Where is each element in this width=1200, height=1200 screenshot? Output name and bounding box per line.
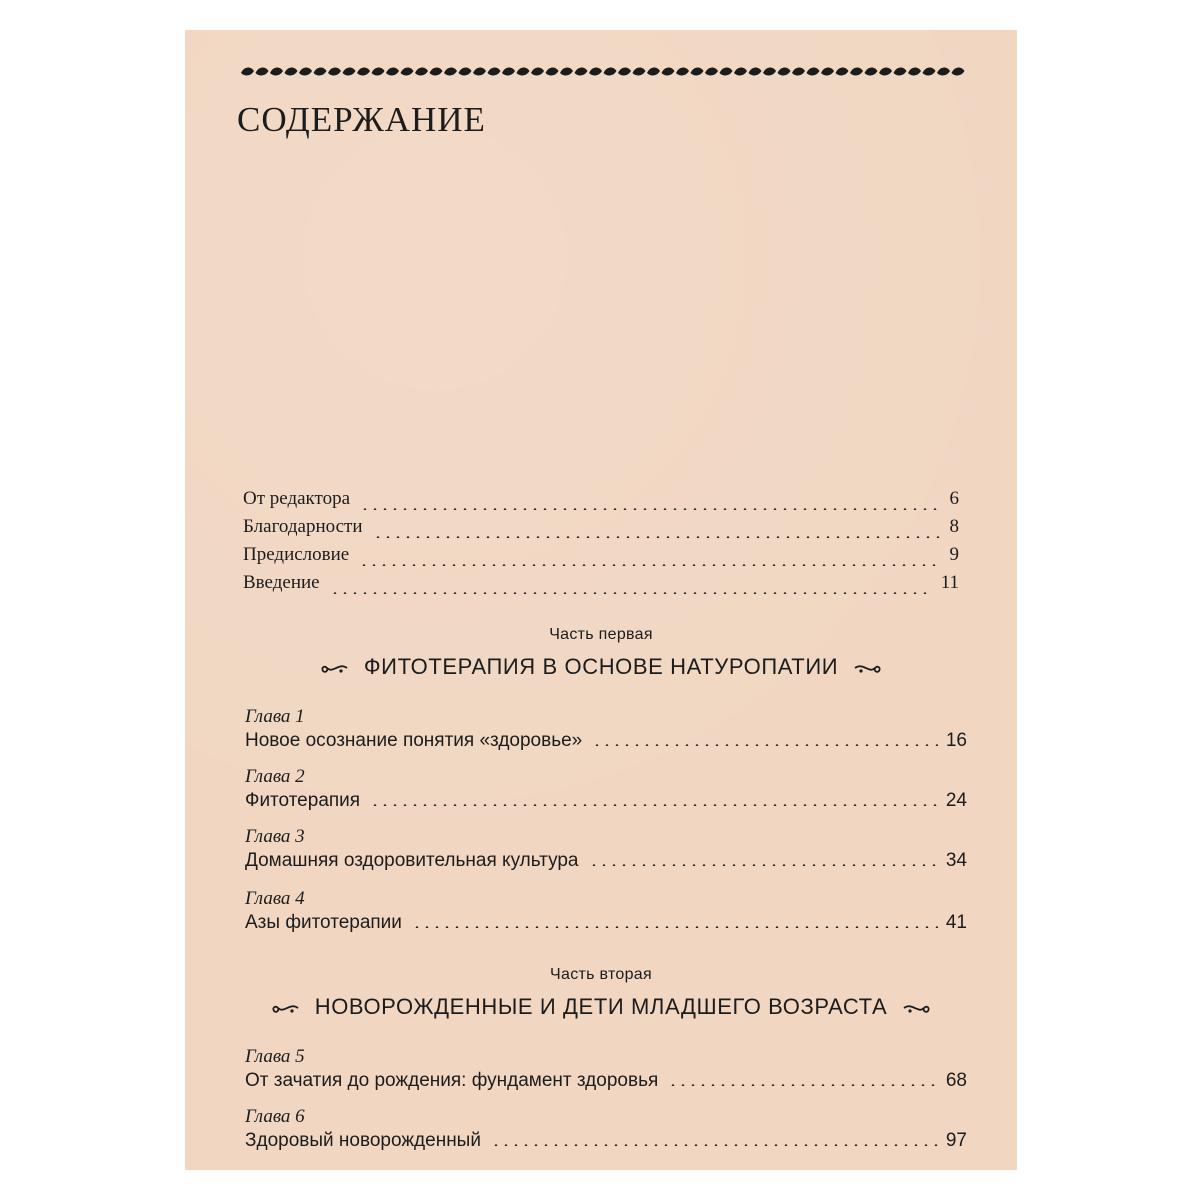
leaf-ornament: [691, 67, 704, 75]
leaf-ornament: [865, 67, 878, 75]
leaf-ornament: [270, 67, 283, 75]
page-title: СОДЕРЖАНИЕ: [237, 100, 486, 139]
leaf-ornament: [415, 67, 428, 75]
chapter-3[interactable]: [245, 826, 967, 872]
front-matter-list: [243, 488, 959, 600]
leaf-ornament: [256, 67, 269, 75]
leaf-ornament: [821, 67, 834, 75]
part-title-text: НОВОРОЖДЕННЫЕ И ДЕТИ МЛАДШЕГО ВОЗРАСТА: [314, 994, 888, 1019]
leaf-ornament: [357, 67, 370, 75]
toc-entry-preface[interactable]: [243, 544, 959, 572]
chapter-title: Азы фитотерапии: [245, 912, 402, 933]
leaf-ornament: [894, 67, 907, 75]
toc-entry-label: Предисловие: [243, 544, 350, 565]
leaf-ornament: [531, 67, 544, 75]
leaf-ornament: [372, 67, 385, 75]
part-title-text: ФИТОТЕРАПИЯ В ОСНОВЕ НАТУРОПАТИИ: [363, 654, 839, 679]
chapter-6[interactable]: [245, 1106, 967, 1152]
chapter-page: 68: [945, 1070, 967, 1091]
chapter-label: Глава 2: [245, 766, 305, 787]
leaf-ornament: [676, 67, 689, 75]
toc-entry-page: 9: [949, 544, 959, 565]
leaf-ornament: [720, 67, 733, 75]
leaf-ornament: [589, 67, 602, 75]
leaf-ornament: [662, 67, 675, 75]
chapter-page: 16: [945, 730, 967, 751]
part-2-title: [185, 994, 1017, 1020]
flourish-left-icon: [270, 1000, 300, 1016]
dot-leader: [491, 1144, 938, 1146]
chapter-page: 97: [945, 1130, 967, 1151]
chapter-page: 24: [945, 790, 967, 811]
leaf-ornament: [299, 67, 312, 75]
flourish-left-icon: [319, 660, 349, 676]
dot-leader: [370, 804, 938, 806]
leaf-ornament: [430, 67, 443, 75]
leaf-ornament: [778, 67, 791, 75]
leaf-ornament: [923, 67, 936, 75]
dot-leader: [668, 1084, 938, 1086]
toc-entry-acknowledgements[interactable]: [243, 516, 959, 544]
leaf-ornament: [241, 67, 254, 75]
dot-leader: [360, 508, 941, 510]
leaf-ornament: [444, 67, 457, 75]
toc-entry-introduction[interactable]: [243, 572, 959, 600]
toc-entry-label: Благодарности: [243, 516, 363, 537]
leaf-ornament: [560, 67, 573, 75]
dot-leader: [412, 926, 938, 928]
leaf-ornament: [546, 67, 559, 75]
toc-entry-page: 11: [940, 572, 959, 593]
toc-entry-label: Введение: [243, 572, 320, 593]
leaf-ornament: [763, 67, 776, 75]
leaf-ornament: [734, 67, 747, 75]
leaf-ornament: [647, 67, 660, 75]
chapter-5[interactable]: [245, 1046, 967, 1092]
leaf-ornament: [618, 67, 631, 75]
toc-entry-page: 6: [949, 488, 959, 509]
chapter-1[interactable]: [245, 706, 967, 752]
chapter-4[interactable]: [245, 888, 967, 934]
book-page: [185, 30, 1017, 1170]
chapter-label: Глава 1: [245, 706, 305, 727]
dot-leader: [359, 564, 941, 566]
leaf-ornament: [749, 67, 762, 75]
chapter-label: Глава 6: [245, 1106, 305, 1127]
toc-entry-label: От редактора: [243, 488, 351, 509]
chapter-title: Новое осознание понятия «здоровье»: [245, 730, 583, 751]
leaf-ornament: [604, 67, 617, 75]
flourish-right-icon: [853, 660, 883, 676]
leaf-ornament: [908, 67, 921, 75]
leaf-ornament: [850, 67, 863, 75]
part-1-title: [185, 654, 1017, 680]
leaf-ornament: [836, 67, 849, 75]
part-2-label: Часть вторая: [550, 966, 652, 983]
leaf-ornament: [517, 67, 530, 75]
chapter-2[interactable]: [245, 766, 967, 812]
chapter-label: Глава 3: [245, 826, 305, 847]
leaf-ornament: [807, 67, 820, 75]
leaf-ornament: [879, 67, 892, 75]
toc-entry-page: 8: [949, 516, 959, 537]
dot-leader: [330, 592, 933, 594]
chapter-title: Фитотерапия: [245, 790, 361, 811]
leaf-ornament: [401, 67, 414, 75]
leaf-ornament: [314, 67, 327, 75]
toc-entry-editor[interactable]: [243, 488, 959, 516]
leaf-ornament: [473, 67, 486, 75]
leaf-ornament: [285, 67, 298, 75]
chapter-title: Здоровый новорожденный: [245, 1130, 481, 1151]
leaf-ornament: [937, 67, 950, 75]
leaf-ornament: [328, 67, 341, 75]
leaf-ornament: [386, 67, 399, 75]
dot-leader: [373, 536, 942, 538]
dot-leader: [589, 864, 938, 866]
chapter-label: Глава 4: [245, 888, 305, 909]
chapter-title: Домашняя оздоровительная культура: [245, 850, 579, 871]
leaf-ornament: [705, 67, 718, 75]
flourish-right-icon: [902, 1000, 932, 1016]
leaf-ornament: [633, 67, 646, 75]
chapter-page: 34: [945, 850, 967, 871]
leaf-ornament: [792, 67, 805, 75]
chapter-title: От зачатия до рождения: фундамент здоровья: [245, 1070, 659, 1091]
chapter-label: Глава 5: [245, 1046, 305, 1067]
part-1-label: Часть первая: [549, 626, 653, 643]
leaf-ornament: [502, 67, 515, 75]
leaf-ornament: [343, 67, 356, 75]
leaf-ornament: [952, 67, 965, 75]
leaf-ornament: [488, 67, 501, 75]
chapter-page: 41: [945, 912, 967, 933]
leaf-ornament: [575, 67, 588, 75]
dot-leader: [592, 744, 938, 746]
leaf-ornament: [459, 67, 472, 75]
decorative-leaf-border: [237, 64, 967, 80]
